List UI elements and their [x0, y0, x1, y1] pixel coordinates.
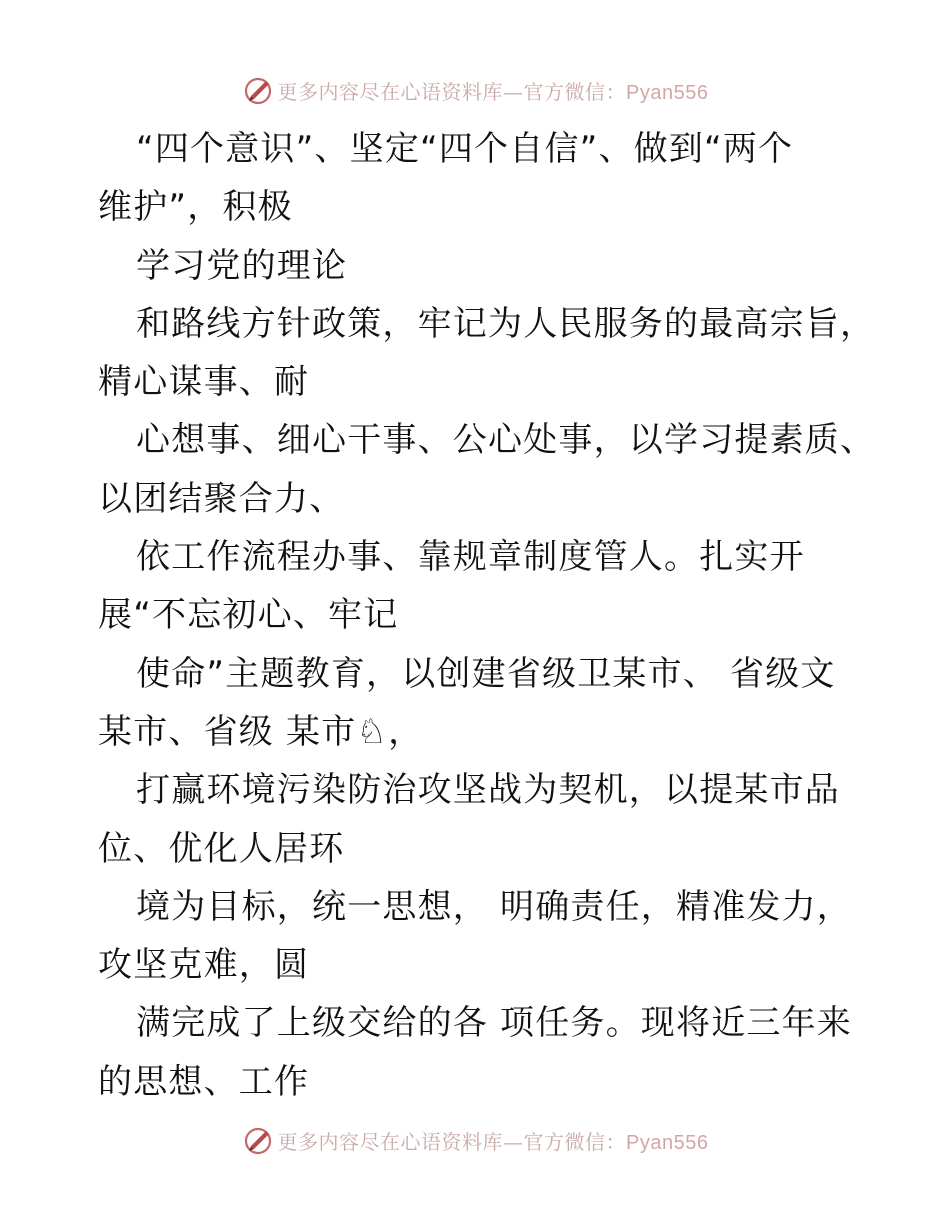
footer-wechat-id: Pyan556 [626, 1131, 709, 1154]
text-line: 使命”主题教育，以创建省级卫某市、 省级文 [136, 653, 836, 694]
text-line: 以团结聚合力、 [98, 478, 345, 519]
header-wechat-id: Pyan556 [626, 81, 709, 104]
text-line: “四个意识”、坚定“四个自信”、做到“两个 [136, 129, 794, 169]
text-line: 某市、省级 某市♘， [98, 711, 424, 752]
footer-watermark [0, 1120, 950, 1160]
pen-logo-icon [242, 1124, 274, 1156]
footer-watermark-text: 更多内容尽在心语资料库—官方微信： [277, 1129, 627, 1154]
text-line: 依工作流程办事、靠规章制度管人。扎实开 [136, 537, 805, 578]
document-body [98, 120, 898, 1111]
text-line: 心想事、细心干事、公心处事，以学习提素质、 [136, 420, 876, 461]
text-line: 满完成了上级交给的各 项任务。现将近三年来 [136, 1003, 853, 1044]
text-line: 境为目标，统一思想， 明确责任，精准发力， [136, 886, 853, 927]
text-line: 维护”，积极 [98, 187, 293, 228]
text-line: 展“不忘初心、牢记 [98, 595, 399, 636]
header-watermark [0, 70, 950, 110]
text-line: 学习党的理论 [136, 245, 348, 286]
text-line: 攻坚克难，圆 [98, 945, 310, 986]
text-line: 位、优化人居环 [98, 828, 345, 869]
text-line: 和路线方针政策，牢记为人民服务的最高宗旨， [136, 303, 876, 344]
header-watermark-text: 更多内容尽在心语资料库—官方微信： [277, 79, 627, 104]
text-line: 精心谋事、耐 [98, 362, 310, 403]
text-line: 打赢环境污染防治攻坚战为契机，以提某市品 [136, 770, 840, 811]
text-line: 的思想、工作 [98, 1061, 310, 1102]
pen-logo-icon [242, 74, 274, 106]
